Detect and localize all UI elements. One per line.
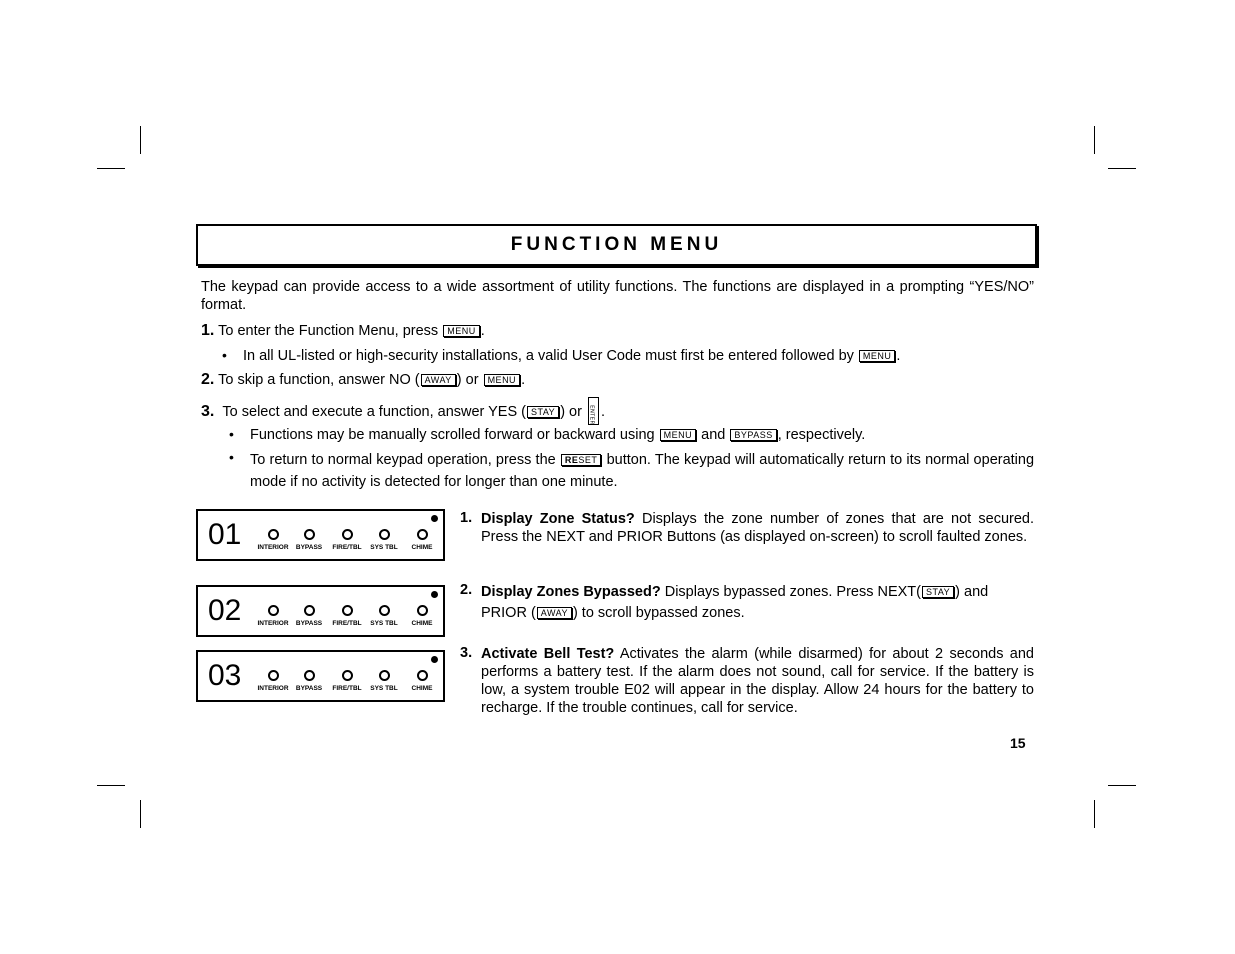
indicator-circle-icon bbox=[379, 670, 390, 681]
indicator-label: SYS TBL bbox=[370, 620, 398, 627]
indicator-label: SYS TBL bbox=[370, 544, 398, 551]
indicator-circle-icon bbox=[417, 670, 428, 681]
crop-mark bbox=[1094, 126, 1095, 154]
crop-mark bbox=[140, 800, 141, 828]
indicator-label: FIRE/TBL bbox=[332, 544, 362, 551]
enter-key-icon bbox=[588, 397, 599, 425]
punctuation: . bbox=[600, 404, 605, 420]
stay-key-icon: STAY bbox=[922, 586, 954, 598]
item-text: PRIOR ( bbox=[481, 605, 536, 621]
menu-key-icon: MENU bbox=[660, 429, 697, 441]
indicator-circle-icon bbox=[342, 529, 353, 540]
item-title: Display Zones Bypassed? bbox=[481, 584, 661, 600]
punctuation: . bbox=[480, 323, 485, 339]
item-text: Displays the zone number of zones that are not secured. Press the NEXT and PRIOR Buttons (as displayed on-screen) to scroll faulted zones. bbox=[481, 511, 1034, 545]
crop-mark bbox=[97, 785, 125, 786]
indicator-label: BYPASS bbox=[295, 685, 323, 692]
step-text: ) or bbox=[456, 372, 479, 388]
indicator-circle-icon bbox=[379, 605, 390, 616]
indicator-label: SYS TBL bbox=[370, 685, 398, 692]
item-title: Activate Bell Test? bbox=[481, 646, 615, 662]
menu-key-icon: MENU bbox=[443, 325, 480, 337]
item-text: ) and bbox=[955, 584, 989, 600]
crop-mark bbox=[1108, 168, 1136, 169]
indicator-circle-icon bbox=[304, 670, 315, 681]
indicator-circle-icon bbox=[304, 605, 315, 616]
item-activate-bell-test bbox=[481, 645, 1034, 717]
step-3-bullet-reset bbox=[250, 449, 1034, 493]
indicator-label: FIRE/TBL bbox=[332, 620, 362, 627]
indicator-chime bbox=[397, 670, 447, 692]
step-number: 3. bbox=[201, 403, 215, 420]
keypad-display-01 bbox=[196, 509, 445, 561]
indicator-label: INTERIOR bbox=[257, 685, 289, 692]
reset-key-rest: SET bbox=[578, 455, 598, 465]
step-text: To skip a function, answer NO ( bbox=[218, 372, 420, 388]
led-dot-icon bbox=[431, 515, 438, 522]
page-number: 15 bbox=[1010, 735, 1026, 751]
indicator-circle-icon bbox=[342, 605, 353, 616]
enter-key-label: ENTER bbox=[588, 405, 595, 425]
bullet-text: Functions may be manually scrolled forward or backward using bbox=[250, 427, 655, 443]
item-title: Display Zone Status? bbox=[481, 511, 635, 527]
item-number: 2. bbox=[460, 582, 473, 598]
bullet-text: and bbox=[701, 427, 726, 443]
indicator-label: CHIME bbox=[411, 544, 433, 551]
indicator-label: CHIME bbox=[411, 620, 433, 627]
bypass-key-icon: BYPASS bbox=[730, 429, 776, 441]
away-key-icon: AWAY bbox=[421, 374, 456, 386]
indicator-label: INTERIOR bbox=[257, 620, 289, 627]
title-box bbox=[196, 224, 1037, 266]
indicator-circle-icon bbox=[268, 670, 279, 681]
step-3-bullet-scroll bbox=[250, 426, 1034, 444]
bullet-text: In all UL-listed or high-security installations, a valid User Code must first be entered followed by bbox=[243, 348, 854, 364]
intro-paragraph: The keypad can provide access to a wide assortment of utility functions. The functions are displayed in a prompting “YES/NO” format. bbox=[201, 279, 1034, 313]
step-number: 1. bbox=[201, 322, 215, 339]
step-number: 2. bbox=[201, 371, 215, 388]
indicator-chime bbox=[397, 529, 447, 551]
step-text: ) or bbox=[560, 404, 582, 420]
step-1 bbox=[201, 322, 1034, 340]
away-key-icon: AWAY bbox=[537, 607, 572, 619]
crop-mark bbox=[97, 168, 125, 169]
item-text: ) to scroll bypassed zones. bbox=[572, 605, 745, 621]
item-display-zones-bypassed bbox=[481, 582, 1034, 624]
punctuation: . bbox=[521, 372, 526, 388]
display-code: 03 bbox=[208, 659, 242, 692]
item-number: 3. bbox=[460, 645, 473, 661]
indicator-label: INTERIOR bbox=[257, 544, 289, 551]
bullet-text: button. The keypad will automatically return to its normal operating mode if no activity is detected for longer than one minute. bbox=[250, 452, 1035, 490]
item-display-zone-status bbox=[481, 510, 1034, 546]
crop-mark bbox=[1094, 800, 1095, 828]
reset-key-bold: RE bbox=[564, 455, 579, 465]
crop-mark bbox=[140, 126, 141, 154]
step-3 bbox=[201, 397, 1034, 425]
indicator-circle-icon bbox=[304, 529, 315, 540]
indicator-circle-icon bbox=[417, 529, 428, 540]
bullet-text: To return to normal keypad operation, press the bbox=[250, 452, 556, 468]
display-code: 02 bbox=[208, 594, 242, 627]
step-text: To enter the Function Menu, press bbox=[218, 323, 439, 339]
indicator-circle-icon bbox=[417, 605, 428, 616]
indicator-label: CHIME bbox=[411, 685, 433, 692]
item-number: 1. bbox=[460, 510, 473, 526]
step-2 bbox=[201, 371, 1034, 389]
indicator-label: BYPASS bbox=[295, 620, 323, 627]
keypad-display-02 bbox=[196, 585, 445, 637]
indicator-circle-icon bbox=[268, 605, 279, 616]
led-dot-icon bbox=[431, 591, 438, 598]
page-title: FUNCTION MENU bbox=[510, 234, 723, 255]
bullet: • bbox=[222, 347, 227, 363]
step-text: To select and execute a function, answer YES ( bbox=[222, 404, 527, 420]
bullet-text: , respectively. bbox=[777, 427, 866, 443]
punctuation: . bbox=[896, 348, 901, 364]
led-dot-icon bbox=[431, 656, 438, 663]
indicator-circle-icon bbox=[379, 529, 390, 540]
item-text: Displays bypassed zones. Press NEXT( bbox=[664, 584, 921, 600]
indicator-label: FIRE/TBL bbox=[332, 685, 362, 692]
menu-key-icon: MENU bbox=[859, 350, 896, 362]
item-text: Activates the alarm (while disarmed) for about 2 seconds and performs a battery test. If the alarm does not sound, call for service. If the battery is low, a system trouble E02 will appear in the display. Allow 24 hours for the battery to recharge. If the trouble continues, call for service. bbox=[481, 646, 1034, 716]
reset-key-icon bbox=[561, 454, 602, 466]
indicator-label: BYPASS bbox=[295, 544, 323, 551]
indicator-circle-icon bbox=[342, 670, 353, 681]
stay-key-icon: STAY bbox=[527, 406, 559, 418]
step-1-bullet bbox=[243, 347, 1033, 365]
bullet: • bbox=[229, 426, 234, 442]
menu-key-icon: MENU bbox=[484, 374, 521, 386]
crop-mark bbox=[1108, 785, 1136, 786]
indicator-circle-icon bbox=[268, 529, 279, 540]
indicator-chime bbox=[397, 605, 447, 627]
bullet: • bbox=[229, 449, 234, 465]
keypad-display-03 bbox=[196, 650, 445, 702]
display-code: 01 bbox=[208, 518, 242, 551]
